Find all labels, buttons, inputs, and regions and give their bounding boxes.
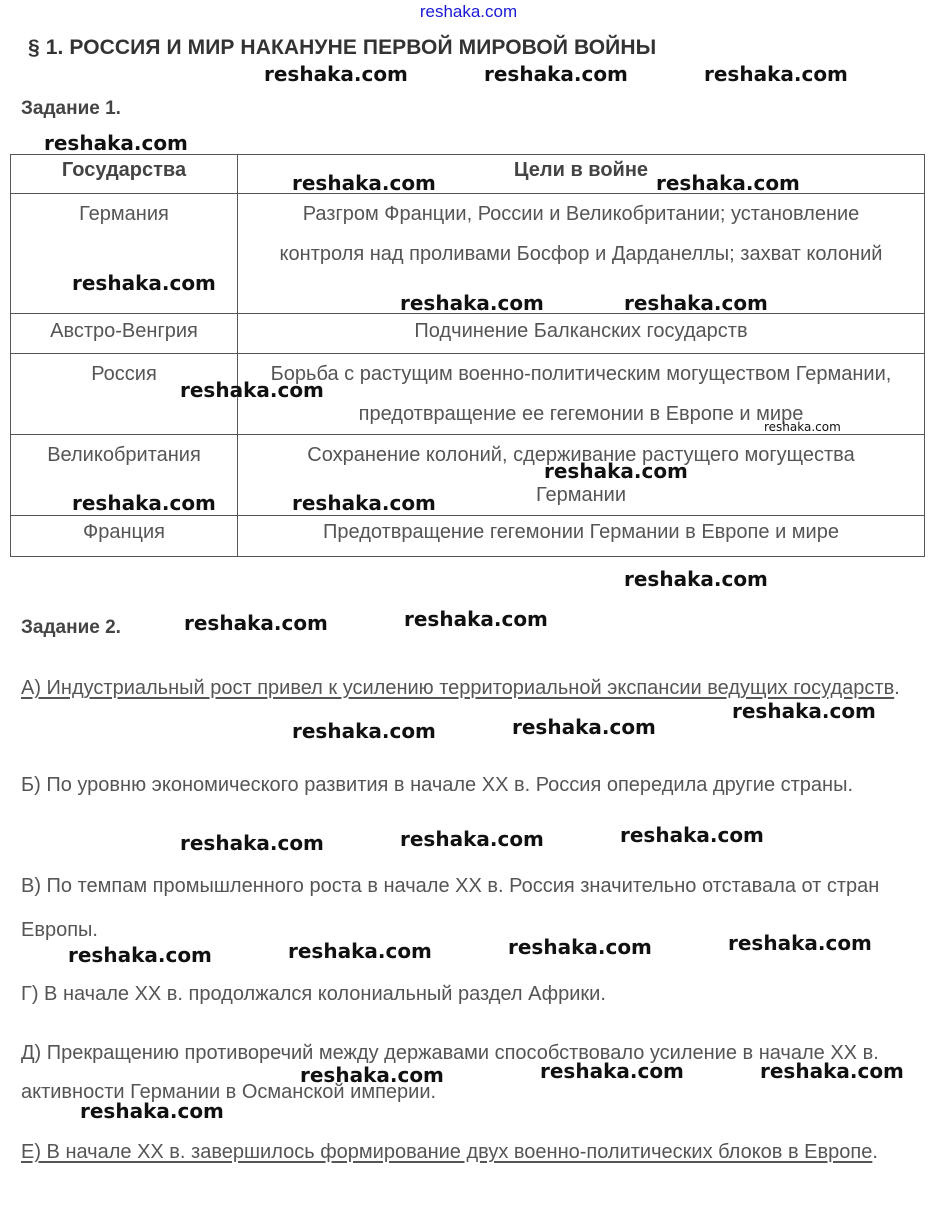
- watermark: reshaka.com: [44, 131, 188, 155]
- watermark: reshaka.com: [624, 291, 768, 315]
- watermark: reshaka.com: [728, 931, 872, 955]
- watermark: reshaka.com: [292, 491, 436, 515]
- statement-text: Д) Прекращению противоречий между державами способствовало усиление в начале XX в. активности Германии в Османской империи.: [21, 1042, 879, 1103]
- statement-text: Г) В начале XX в. продолжался колониальный раздел Африки.: [21, 983, 606, 1005]
- task1-heading: Задание 1.: [21, 98, 121, 119]
- state-cell: Великобритания: [11, 435, 238, 516]
- watermark: reshaka.com: [540, 1059, 684, 1083]
- goals-cell: Борьба с растущим военно-политическим могуществом Германии, предотвращение ее гегемонии в Европе и мире: [238, 354, 925, 435]
- page-title: § 1. РОССИЯ И МИР НАКАНУНЕ ПЕРВОЙ МИРОВОЙ ВОЙНЫ: [28, 36, 657, 59]
- statement-end: .: [894, 677, 900, 699]
- goals-cell: Подчинение Балканских государств: [238, 314, 925, 354]
- watermark: reshaka.com: [400, 291, 544, 315]
- watermark: reshaka.com: [72, 491, 216, 515]
- watermark: reshaka.com: [292, 719, 436, 743]
- watermark: reshaka.com: [292, 171, 436, 195]
- state-cell: Австро-Венгрия: [11, 314, 238, 354]
- table-row: [11, 516, 925, 557]
- watermark: reshaka.com: [180, 831, 324, 855]
- watermark: reshaka.com: [544, 459, 688, 483]
- watermark: reshaka.com: [68, 943, 212, 967]
- watermark: reshaka.com: [656, 171, 800, 195]
- watermark: reshaka.com: [704, 62, 848, 86]
- column-header-states: Государства: [11, 155, 238, 194]
- watermark: reshaka.com: [288, 939, 432, 963]
- watermark: reshaka.com: [484, 62, 628, 86]
- watermark: reshaka.com: [624, 567, 768, 591]
- watermark: reshaka.com: [264, 62, 408, 86]
- state-cell: Россия: [11, 354, 238, 435]
- statement-d: [21, 974, 921, 1014]
- watermark: reshaka.com: [404, 607, 548, 631]
- goals-cell: Предотвращение гегемонии Германии в Европе и мире: [238, 516, 925, 557]
- watermark: reshaka.com: [764, 420, 841, 434]
- watermark: reshaka.com: [512, 715, 656, 739]
- watermark: reshaka.com: [760, 1059, 904, 1083]
- top-watermark: reshaka.com: [419, 2, 518, 21]
- table-row: [11, 314, 925, 354]
- statement-f: [21, 1132, 911, 1172]
- watermark: reshaka.com: [508, 935, 652, 959]
- watermark: reshaka.com: [72, 271, 216, 295]
- watermark: reshaka.com: [620, 823, 764, 847]
- column-header-goals: Цели в войне: [238, 155, 925, 194]
- statement-text: Б) По уровню экономического развития в начале XX в. Россия опередила другие страны.: [21, 774, 854, 796]
- watermark: reshaka.com: [80, 1099, 224, 1123]
- statement-text: А) Индустриальный рост привел к усилению территориальной экспансии ведущих государств: [21, 677, 895, 699]
- goals-cell: Сохранение колоний, сдерживание растущего могущества Германии: [238, 435, 925, 516]
- watermark: reshaka.com: [400, 827, 544, 851]
- state-cell: Франция: [11, 516, 238, 557]
- statement-text: Е) В начале XX в. завершилось формирование двух военно-политических блоков в Европе: [21, 1141, 873, 1163]
- watermark: reshaka.com: [732, 699, 876, 723]
- watermark: reshaka.com: [300, 1063, 444, 1087]
- watermark: reshaka.com: [180, 378, 324, 402]
- task2-heading: Задание 2.: [21, 617, 121, 638]
- watermark: reshaka.com: [184, 611, 328, 635]
- goals-cell: Разгром Франции, России и Великобритании; установление контроля над проливами Босфор и Дарданеллы; захват колоний: [238, 194, 925, 314]
- statement-text: В) По темпам промышленного роста в начале XX в. Россия значительно отставала от стран Европы.: [21, 875, 880, 941]
- statement-b: [21, 765, 921, 805]
- state-cell: Германия: [11, 194, 238, 314]
- statement-end: .: [872, 1141, 878, 1163]
